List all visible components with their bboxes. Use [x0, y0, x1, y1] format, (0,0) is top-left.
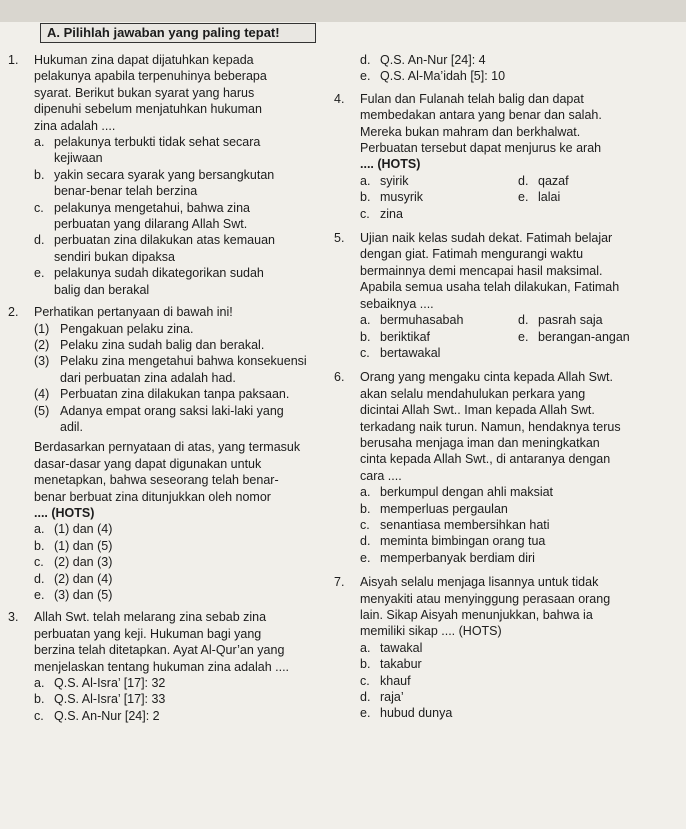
question-2	[8, 304, 326, 603]
option-text: musyrik	[380, 190, 424, 205]
question-3	[8, 609, 326, 724]
statement-item	[34, 337, 326, 353]
option-line: pelakunya sudah dikategorikan sudah	[54, 266, 264, 281]
option-c[interactable]	[360, 206, 518, 222]
option-d[interactable]	[360, 533, 680, 549]
question-line: dengan giat. Fatimah mengurangi waktu	[360, 247, 584, 262]
options-list	[360, 640, 680, 722]
question-intro: Perhatikan pertanyaan di bawah ini!	[34, 305, 233, 320]
question-number: 2.	[8, 305, 19, 320]
option-a[interactable]	[360, 173, 518, 189]
option-line: balig dan berakal	[54, 282, 150, 297]
option-b[interactable]	[360, 189, 518, 205]
statement-item	[34, 403, 326, 436]
option-letter: c.	[360, 517, 370, 532]
option-text: (3) dan (5)	[54, 588, 113, 602]
question-line: Orang yang mengaku cinta kepada Allah Swt.	[360, 370, 613, 385]
option-b[interactable]	[360, 329, 518, 345]
option-c[interactable]	[360, 673, 680, 689]
question-line: Mereka bukan mahram dan berkhalwat.	[360, 124, 581, 139]
option-text: Q.S. Al-Isra’ [17]: 32	[54, 676, 166, 691]
statement-item	[34, 321, 326, 337]
question-line: menjelaskan tentang hukuman zina adalah ....	[34, 659, 290, 674]
option-b[interactable]	[34, 167, 326, 200]
question-number: 5.	[334, 231, 345, 246]
option-b[interactable]	[34, 691, 326, 707]
option-text: berangan-angan	[538, 329, 630, 344]
option-letter: e.	[360, 706, 371, 721]
option-text: Q.S. Al-Ma’idah [5]: 10	[380, 69, 506, 84]
option-letter: a.	[360, 173, 371, 188]
question-line: lain. Sikap Aisyah menunjukkan, bahwa ia	[360, 608, 593, 622]
option-letter: e.	[34, 266, 45, 281]
option-letter: a.	[34, 522, 45, 537]
option-e[interactable]	[360, 550, 680, 566]
option-a[interactable]	[360, 312, 518, 328]
statement-item	[34, 386, 326, 402]
option-line: perbuatan yang dilarang Allah Swt.	[54, 217, 248, 232]
option-text: memperluas pergaulan	[380, 501, 508, 516]
option-text: khauf	[380, 673, 411, 688]
question-line: .... (HOTS)	[34, 505, 95, 520]
option-d[interactable]	[34, 232, 326, 265]
statement-line: dari perbuatan zina adalah had.	[60, 370, 236, 385]
question-text	[360, 574, 680, 640]
option-text: bertawakal	[380, 345, 441, 360]
option-letter: b.	[360, 657, 371, 672]
question-6	[334, 369, 680, 566]
option-text: bermuhasabah	[380, 313, 464, 328]
option-line: sendiri bukan dipaksa	[54, 249, 175, 264]
option-text: raja’	[380, 690, 404, 705]
question-line: terkadang naik turun. Namun, hendaknya terus	[360, 419, 621, 434]
option-text: (1) dan (4)	[54, 522, 113, 537]
statement-item	[34, 353, 326, 386]
option-text: Q.S. An-Nur [24]: 4	[380, 53, 486, 67]
options-list	[360, 484, 680, 566]
question-line: bermainnya demi mencapai hasil maksimal.	[360, 263, 603, 278]
top-strip	[0, 0, 686, 22]
options-list	[360, 173, 680, 222]
question-text	[360, 369, 680, 484]
option-text: Q.S. Al-Isra’ [17]: 33	[54, 692, 166, 707]
option-letter: e.	[360, 69, 371, 84]
options-list-continued	[360, 52, 680, 85]
option-c[interactable]	[34, 708, 326, 724]
option-e[interactable]	[360, 705, 680, 721]
statement-number: (1)	[34, 321, 50, 336]
statement-line: Pelaku zina mengetahui bahwa konsekuensi	[60, 354, 307, 369]
statement-number: (3)	[34, 354, 50, 369]
option-text: berkumpul dengan ahli maksiat	[380, 485, 554, 500]
question-line: pelakunya apabila terpenuhinya beberapa	[34, 69, 267, 84]
option-letter: d.	[34, 233, 45, 248]
option-letter: d.	[34, 571, 45, 586]
question-line: Allah Swt. telah melarang zina sebab zina	[34, 610, 267, 625]
option-letter: c.	[34, 555, 44, 570]
option-text: zina	[380, 206, 403, 221]
option-text: syirik	[380, 173, 409, 188]
option-letter: d.	[518, 313, 529, 328]
question-line: membedakan antara yang benar dan salah.	[360, 108, 602, 123]
option-letter: c.	[34, 708, 44, 723]
option-letter: a.	[34, 135, 45, 150]
option-e[interactable]	[518, 329, 676, 345]
option-letter: d.	[360, 690, 371, 705]
left-column	[8, 52, 326, 724]
option-d[interactable]	[360, 52, 680, 68]
option-c[interactable]	[360, 517, 680, 533]
option-letter: c.	[360, 206, 370, 221]
question-line: menyakiti atau menyinggung perasaan orang	[360, 591, 611, 606]
option-letter: d.	[360, 534, 371, 549]
question-line: dasar-dasar yang dapat digunakan untuk	[34, 456, 262, 471]
option-line: yakin secara syarak yang bersangkutan	[54, 167, 275, 182]
question-line: berusaha menjaga iman dan meningkatkan	[360, 435, 600, 450]
option-b[interactable]	[34, 538, 326, 554]
option-letter: a.	[360, 485, 371, 500]
question-text	[34, 52, 326, 134]
question-line: akan selalu mendahulukan perkara yang	[360, 386, 586, 401]
option-letter: d.	[518, 173, 529, 188]
question-number: 1.	[8, 53, 19, 67]
option-e[interactable]	[34, 265, 326, 298]
option-letter: e.	[518, 329, 529, 344]
question-line: cara ....	[360, 468, 402, 483]
question-number: 7.	[334, 575, 345, 590]
question-line: .... (HOTS)	[360, 157, 421, 172]
option-letter: a.	[34, 676, 45, 691]
question-number: 3.	[8, 610, 19, 625]
option-text: takabur	[380, 657, 422, 672]
option-text: hubud dunya	[380, 706, 453, 721]
options-list	[360, 312, 680, 361]
option-text: Q.S. An-Nur [24]: 2	[54, 708, 160, 723]
option-line: pelakunya terbukti tidak sehat secara	[54, 135, 261, 150]
options-list	[34, 521, 326, 603]
option-line: pelakunya mengetahui, bahwa zina	[54, 200, 250, 215]
option-e[interactable]	[34, 587, 326, 603]
question-line: memiliki sikap .... (HOTS)	[360, 624, 502, 639]
statement-list	[34, 321, 326, 436]
option-text: beriktikaf	[380, 329, 431, 344]
option-c[interactable]	[34, 200, 326, 233]
option-letter: e.	[360, 550, 371, 565]
option-a[interactable]	[34, 134, 326, 167]
option-letter: e.	[34, 588, 45, 602]
question-line: Apabila semua usaha telah dilakukan, Fatimah	[360, 280, 620, 295]
option-letter: a.	[360, 313, 371, 328]
option-text: lalai	[538, 190, 561, 205]
option-c[interactable]	[360, 345, 518, 361]
question-line: benar berbuat zina ditunjukkan oleh nomor	[34, 489, 271, 504]
question-line: sebaiknya ....	[360, 296, 434, 311]
question-line: Ujian naik kelas sudah dekat. Fatimah belajar	[360, 231, 613, 246]
options-list	[34, 675, 326, 724]
option-c[interactable]	[34, 554, 326, 570]
options-list	[34, 134, 326, 298]
statement-line: Pengakuan pelaku zina.	[60, 321, 194, 336]
question-text	[34, 609, 326, 675]
option-text: (1) dan (5)	[54, 538, 113, 553]
statement-number: (2)	[34, 337, 50, 352]
right-column	[334, 52, 680, 722]
question-text	[360, 91, 680, 173]
question-text	[34, 439, 326, 521]
question-4	[334, 91, 680, 222]
option-line: perbuatan zina dilakukan atas kemauan	[54, 233, 275, 248]
question-line: dipenuhi sebelum menjatuhkan hukuman	[34, 102, 262, 117]
option-text: tawakal	[380, 640, 423, 655]
option-letter: d.	[360, 53, 371, 67]
option-letter: c.	[360, 673, 370, 688]
option-letter: b.	[360, 329, 371, 344]
option-letter: a.	[360, 640, 371, 655]
option-text: meminta bimbingan orang tua	[380, 534, 546, 549]
question-line: syarat. Berikut bukan syarat yang harus	[34, 85, 255, 100]
option-b[interactable]	[360, 656, 680, 672]
question-number: 4.	[334, 91, 345, 106]
option-d[interactable]	[360, 689, 680, 705]
statement-number: (5)	[34, 403, 50, 418]
option-letter: e.	[518, 190, 529, 205]
question-number: 6.	[334, 370, 345, 385]
option-d[interactable]	[34, 571, 326, 587]
option-letter: b.	[34, 538, 45, 553]
option-letter: b.	[34, 167, 45, 182]
option-d[interactable]	[518, 173, 676, 189]
question-line: Perbuatan tersebut dapat menjurus ke arah	[360, 141, 602, 156]
question-line: Berdasarkan pernyataan di atas, yang termasuk	[34, 440, 301, 455]
question-1	[8, 52, 326, 298]
option-a[interactable]	[34, 675, 326, 691]
option-e[interactable]	[360, 68, 680, 84]
option-letter: c.	[34, 200, 44, 215]
statement-line: Pelaku zina sudah balig dan berakal.	[60, 337, 265, 352]
question-line: dicintai Allah Swt.. Iman kepada Allah Swt.	[360, 403, 595, 418]
option-text: memperbanyak berdiam diri	[380, 550, 535, 565]
option-a[interactable]	[360, 640, 680, 656]
statement-line: adil.	[60, 419, 83, 434]
statement-number: (4)	[34, 387, 50, 402]
option-text: pasrah saja	[538, 313, 603, 328]
option-d[interactable]	[518, 312, 676, 328]
option-a[interactable]	[34, 521, 326, 537]
question-line: menetapkan, bahwa seseorang telah benar-	[34, 473, 279, 488]
option-text: (2) dan (4)	[54, 571, 113, 586]
statement-line: Perbuatan zina dilakukan tanpa paksaan.	[60, 387, 290, 402]
option-text: qazaf	[538, 173, 569, 188]
section-header	[40, 23, 316, 43]
question-line: zina adalah ....	[34, 118, 116, 133]
option-text: (2) dan (3)	[54, 555, 113, 570]
option-letter: b.	[360, 190, 371, 205]
option-e[interactable]	[518, 189, 676, 205]
option-letter: c.	[360, 345, 370, 360]
question-5	[334, 230, 680, 361]
question-line: Aisyah selalu menjaga lisannya untuk tidak	[360, 575, 599, 590]
question-7	[334, 574, 680, 722]
option-letter: b.	[360, 501, 371, 516]
question-line: cinta kepada Allah Swt., di antaranya dengan	[360, 452, 611, 467]
option-text: senantiasa membersihkan hati	[380, 517, 550, 532]
question-line: berzina telah ditetapkan. Ayat Al-Qur’an yang	[34, 643, 285, 658]
option-a[interactable]	[360, 484, 680, 500]
option-line: benar-benar telah berzina	[54, 184, 198, 199]
section-title: A. Pilihlah jawaban yang paling tepat!	[47, 25, 280, 40]
statement-line: Adanya empat orang saksi laki-laki yang	[60, 403, 284, 418]
option-line: kejiwaan	[54, 151, 103, 166]
question-line: Hukuman zina dapat dijatuhkan kepada	[34, 53, 254, 67]
option-b[interactable]	[360, 501, 680, 517]
question-text	[360, 230, 680, 312]
option-letter: b.	[34, 692, 45, 707]
question-line: perbuatan yang keji. Hukuman bagi yang	[34, 626, 262, 641]
question-line: Fulan dan Fulanah telah balig dan dapat	[360, 91, 584, 106]
